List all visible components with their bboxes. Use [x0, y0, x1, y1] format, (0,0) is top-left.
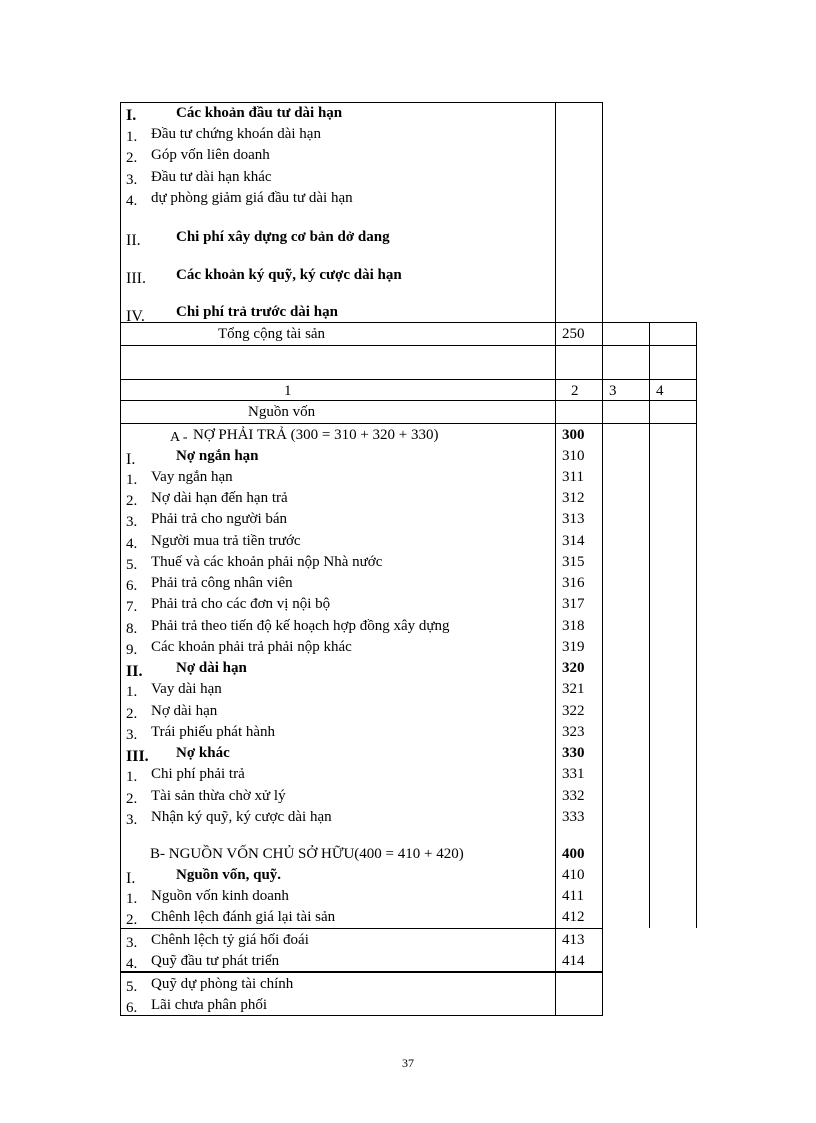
row-code: 315: [562, 554, 585, 570]
row-code: 331: [562, 766, 585, 782]
row-number: 1.: [126, 769, 138, 785]
table-rule: [120, 102, 603, 103]
liabilities-code: 300: [562, 427, 585, 443]
row-number: II.: [126, 663, 143, 680]
row-number: 1.: [126, 129, 138, 145]
row-number: 9.: [126, 642, 138, 658]
row-number: 4.: [126, 956, 138, 972]
row-number: 5.: [126, 557, 138, 573]
equity-code: 400: [562, 846, 585, 862]
column-number-4: 4: [656, 383, 664, 399]
row-code: 412: [562, 909, 585, 925]
row-label: Nợ dài hạn: [151, 703, 218, 719]
row-code: 320: [562, 660, 585, 676]
row-number: 3.: [126, 935, 138, 951]
table-rule: [120, 345, 697, 346]
row-number: I.: [126, 870, 136, 887]
row-number: 3.: [126, 514, 138, 530]
row-label: Nhận ký quỹ, ký cược dài hạn: [151, 809, 332, 825]
row-number: III.: [126, 270, 146, 287]
row-label: Trái phiếu phát hành: [151, 724, 276, 740]
table-rule-thick: [120, 971, 603, 973]
row-number: I.: [126, 451, 136, 468]
total-assets-label: Tổng cộng tài sản: [218, 326, 326, 342]
row-number: 2.: [126, 706, 138, 722]
row-number: 2.: [126, 791, 138, 807]
row-code: 333: [562, 809, 585, 825]
row-code: 312: [562, 490, 585, 506]
row-code: 332: [562, 788, 585, 804]
row-code: 317: [562, 596, 585, 612]
row-code: 313: [562, 511, 585, 527]
row-label: Nợ khác: [176, 745, 230, 761]
row-label: Chênh lệch đánh giá lại tài sản: [151, 909, 336, 925]
row-code: 414: [562, 953, 585, 969]
table-right-border: [696, 322, 697, 928]
table-col-separator: [649, 322, 650, 928]
table-left-border: [120, 102, 121, 1016]
row-label: Phải trả cho người bán: [151, 511, 288, 527]
row-number: 3.: [126, 812, 138, 828]
row-label: Nguồn vốn, quỹ.: [176, 867, 282, 883]
row-number: 4.: [126, 193, 138, 209]
row-number: I.: [126, 107, 137, 124]
row-number: 1.: [126, 472, 138, 488]
table-rule: [120, 400, 697, 401]
row-label: Các khoản đầu tư dài hạn: [176, 105, 343, 121]
row-code: 310: [562, 448, 585, 464]
row-label: Các khoản ký quỹ, ký cược dài hạn: [176, 267, 402, 283]
row-label: dự phòng giảm giá đầu tư dài hạn: [151, 190, 353, 206]
row-number: 4.: [126, 536, 138, 552]
table-rule: [120, 322, 697, 323]
row-label: Nguồn vốn kinh doanh: [151, 888, 289, 904]
table-col-separator: [602, 102, 603, 1016]
row-code: 319: [562, 639, 585, 655]
table-rule: [120, 1015, 603, 1016]
row-number: 8.: [126, 621, 138, 637]
row-label: Nợ dài hạn: [176, 660, 247, 676]
row-number: III.: [126, 748, 149, 765]
row-label: Chi phí trả trước dài hạn: [176, 304, 338, 320]
row-number: 3.: [126, 727, 138, 743]
row-number: II.: [126, 232, 141, 249]
row-code: 410: [562, 867, 585, 883]
row-label: Các khoản phải trả phải nộp khác: [151, 639, 352, 655]
row-number: 1.: [126, 684, 138, 700]
row-code: 316: [562, 575, 585, 591]
row-code: 318: [562, 618, 585, 634]
row-number: 6.: [126, 578, 138, 594]
row-number: 2.: [126, 493, 138, 509]
row-code: 411: [562, 888, 584, 904]
row-code: 323: [562, 724, 585, 740]
row-label: Góp vốn liên doanh: [151, 147, 270, 163]
row-number: 7.: [126, 599, 138, 615]
column-number-3: 3: [609, 383, 617, 399]
row-label: Chi phí phải trả: [151, 766, 245, 782]
row-label: Phải trả công nhân viên: [151, 575, 293, 591]
equity-header: B- NGUỒN VỐN CHỦ SỞ HỮU(400 = 410 + 420): [150, 846, 464, 862]
row-label: Tài sản thừa chờ xử lý: [151, 788, 286, 804]
row-label: Phải trả theo tiến độ kế hoạch hợp đồng xây dựng: [151, 618, 450, 634]
table-rule: [120, 423, 697, 424]
row-code: 322: [562, 703, 585, 719]
row-code: 311: [562, 469, 584, 485]
liabilities-prefix: A -: [170, 430, 188, 445]
row-label: Quỹ dự phòng tài chính: [151, 976, 294, 992]
row-label: Nợ dài hạn đến hạn trả: [151, 490, 288, 506]
row-code: 413: [562, 932, 585, 948]
row-number: IV.: [126, 308, 145, 325]
row-code: 321: [562, 681, 585, 697]
table-rule: [120, 379, 697, 380]
page-number: 37: [402, 1056, 414, 1070]
liabilities-header: NỢ PHẢI TRẢ (300 = 310 + 320 + 330): [193, 427, 439, 443]
row-label: Đầu tư chứng khoán dài hạn: [151, 126, 321, 142]
row-number: 5.: [126, 979, 138, 995]
row-number: 2.: [126, 150, 138, 166]
row-label: Thuế và các khoản phải nộp Nhà nước: [151, 554, 383, 570]
column-number-2: 2: [571, 383, 579, 399]
row-code: 314: [562, 533, 585, 549]
row-label: Phải trả cho các đơn vị nội bộ: [151, 596, 331, 612]
column-number-1: 1: [284, 383, 292, 399]
row-label: Đầu tư dài hạn khác: [151, 169, 272, 185]
row-code: 330: [562, 745, 585, 761]
row-number: 2.: [126, 912, 138, 928]
row-label: Vay dài hạn: [151, 681, 222, 697]
row-label: Lãi chưa phân phối: [151, 997, 268, 1013]
row-number: 3.: [126, 172, 138, 188]
table-rule: [120, 928, 603, 929]
row-number: 1.: [126, 891, 138, 907]
row-number: 6.: [126, 1000, 138, 1016]
table-col-separator: [555, 102, 556, 1016]
row-label: Vay ngắn hạn: [151, 469, 233, 485]
section-title: Nguồn vốn: [248, 404, 316, 420]
row-label: Chi phí xây dựng cơ bản dở dang: [176, 229, 390, 245]
total-assets-code: 250: [562, 326, 585, 342]
row-label: Quỹ đầu tư phát triển: [151, 953, 280, 969]
row-label: Nợ ngắn hạn: [176, 448, 259, 464]
row-label: Người mua trả tiền trước: [151, 533, 301, 549]
row-label: Chênh lệch tỷ giá hối đoái: [151, 932, 309, 948]
